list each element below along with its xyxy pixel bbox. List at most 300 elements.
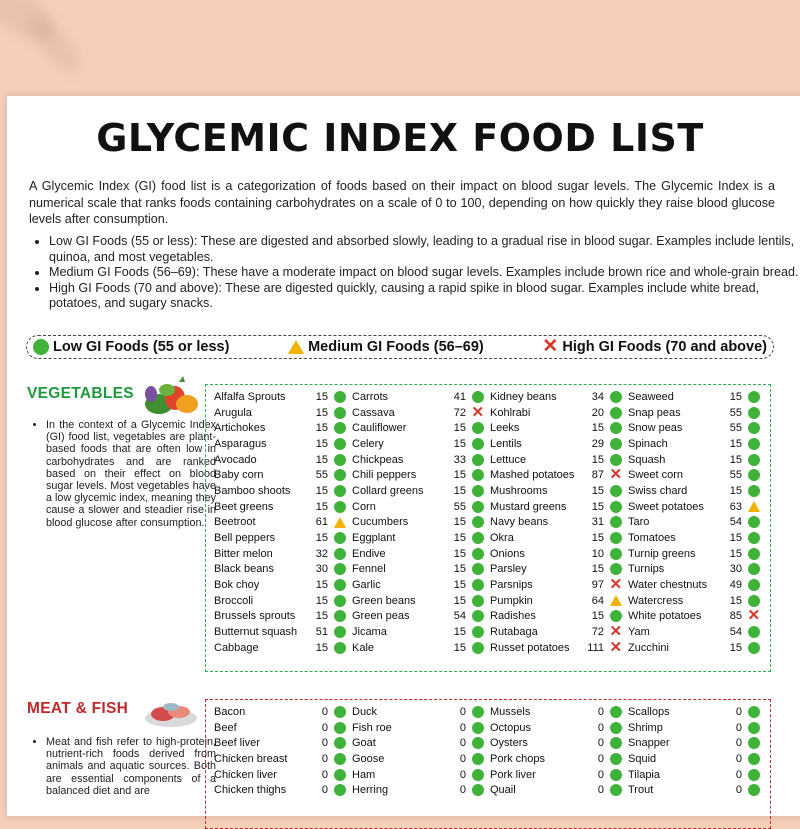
food-name: Snap peas — [628, 406, 681, 419]
bullet-low-gi: • Low GI Foods (55 or less): These are digested and absorbed slowly, leading to a gradual rise in blood sugar. Examples include lentils, quinoa, and most vegetables. — [49, 234, 799, 265]
food-row — [352, 577, 484, 593]
food-name: Beetroot — [214, 516, 256, 529]
green-circle-icon — [33, 339, 49, 355]
gi-level-marker — [471, 722, 484, 734]
gi-level-marker — [609, 576, 623, 594]
gi-level-marker — [609, 407, 622, 419]
green-circle-icon — [748, 422, 760, 434]
food-name: Beef — [214, 721, 237, 734]
food-row — [352, 640, 484, 656]
vegetables-heading: VEGETABLES — [27, 385, 134, 402]
gi-level-marker — [333, 753, 346, 765]
food-row — [490, 546, 622, 562]
gi-level-marker — [609, 595, 622, 606]
gi-value: 15 — [729, 453, 742, 466]
food-name: Water chestnuts — [628, 579, 708, 592]
bullet-medium-gi: • Medium GI Foods (56–69): These have a moderate impact on blood sugar levels. Examples include brown rice and whole-grain bread. — [49, 265, 799, 281]
food-row — [490, 562, 622, 578]
green-circle-icon — [334, 563, 346, 575]
food-row — [214, 562, 346, 578]
gi-level-marker — [747, 438, 760, 450]
food-name: Oysters — [490, 737, 528, 750]
food-name: Cabbage — [214, 641, 259, 654]
green-circle-icon — [610, 438, 622, 450]
gi-level-marker — [747, 501, 760, 512]
food-name: Lettuce — [490, 453, 527, 466]
food-name: Mushrooms — [490, 484, 548, 497]
gi-level-marker — [609, 769, 622, 781]
gi-value: 0 — [459, 721, 466, 734]
green-circle-icon — [610, 422, 622, 434]
food-row — [352, 483, 484, 499]
green-circle-icon — [748, 532, 760, 544]
gi-value: 55 — [729, 422, 742, 435]
food-name: Artichokes — [214, 422, 266, 435]
food-name: Okra — [490, 532, 514, 545]
food-name: Endive — [352, 547, 386, 560]
food-name: Broccoli — [214, 594, 254, 607]
gi-value: 15 — [591, 422, 604, 435]
gi-level-marker — [333, 563, 346, 575]
food-row — [628, 782, 760, 798]
food-row — [352, 720, 484, 736]
gi-value: 15 — [453, 437, 466, 450]
food-row — [628, 577, 760, 593]
gi-level-marker — [333, 469, 346, 481]
food-row — [490, 499, 622, 515]
gi-value: 15 — [729, 594, 742, 607]
food-row — [490, 577, 622, 593]
gi-value: 15 — [315, 641, 328, 654]
food-name: Squash — [628, 453, 666, 466]
gi-level-marker — [333, 722, 346, 734]
green-circle-icon — [748, 485, 760, 497]
food-row — [214, 467, 346, 483]
gi-value: 10 — [591, 547, 604, 560]
food-name: Duck — [352, 705, 378, 718]
gi-level-marker — [609, 485, 622, 497]
food-row — [214, 483, 346, 499]
food-name: Turnips — [628, 563, 665, 576]
food-row — [490, 436, 622, 452]
gi-value: 51 — [315, 626, 328, 639]
food-name: Parsnips — [490, 579, 533, 592]
food-name: Fish roe — [352, 721, 392, 734]
green-circle-icon — [610, 532, 622, 544]
food-row — [628, 405, 760, 421]
green-circle-icon — [472, 737, 484, 749]
gi-value: 15 — [453, 626, 466, 639]
food-name: Taro — [628, 516, 650, 529]
food-name: Chicken liver — [214, 768, 277, 781]
food-row — [628, 515, 760, 531]
gi-value: 15 — [591, 610, 604, 623]
green-circle-icon — [472, 769, 484, 781]
food-name: Turnip greens — [628, 547, 696, 560]
gi-value: 54 — [729, 626, 742, 639]
green-circle-icon — [334, 391, 346, 403]
vegetables-illustration-icon — [139, 374, 201, 418]
gi-level-marker — [333, 548, 346, 560]
green-circle-icon — [610, 454, 622, 466]
food-row — [352, 452, 484, 468]
meat-fish-table — [205, 699, 771, 829]
gi-value: 72 — [453, 406, 466, 419]
gi-value: 30 — [729, 563, 742, 576]
green-circle-icon — [472, 438, 484, 450]
green-circle-icon — [472, 532, 484, 544]
gi-level-marker — [471, 769, 484, 781]
gi-value: 33 — [453, 453, 466, 466]
food-name: Mustard greens — [490, 500, 567, 513]
food-row — [352, 562, 484, 578]
food-row — [352, 624, 484, 640]
gi-level-marker — [333, 391, 346, 403]
green-circle-icon — [334, 769, 346, 781]
gi-level-marker — [333, 610, 346, 622]
legend-medium-label: Medium GI Foods (56–69) — [308, 339, 484, 355]
gi-level-marker — [747, 737, 760, 749]
food-row — [628, 624, 760, 640]
yellow-triangle-icon — [748, 501, 760, 512]
gi-value: 0 — [321, 705, 328, 718]
food-name: Arugula — [214, 406, 252, 419]
food-name: Eggplant — [352, 532, 396, 545]
green-circle-icon — [610, 610, 622, 622]
food-row — [352, 546, 484, 562]
food-name: Green beans — [352, 594, 416, 607]
food-name: Tilapia — [628, 768, 660, 781]
food-row — [214, 436, 346, 452]
food-name: Sweet potatoes — [628, 500, 704, 513]
green-circle-icon — [334, 438, 346, 450]
gi-value: 15 — [729, 532, 742, 545]
food-row — [490, 735, 622, 751]
green-circle-icon — [334, 784, 346, 796]
green-circle-icon — [610, 391, 622, 403]
food-column — [626, 389, 764, 671]
food-name: Asparagus — [214, 437, 267, 450]
green-circle-icon — [472, 784, 484, 796]
red-x-icon: ✕ — [609, 638, 623, 656]
food-row — [490, 609, 622, 625]
food-name: Octopus — [490, 721, 531, 734]
green-circle-icon — [610, 706, 622, 718]
gi-level-marker — [333, 501, 346, 513]
gi-level-marker — [609, 722, 622, 734]
intro-paragraph: A Glycemic Index (GI) food list is a categorization of foods based on their impact on blood sugar levels. The Glycemic Index is a numerical scale that ranks foods containing carbohydrates on a scale of 0 to 100, depending on how quickly they raise blood glucose levels after consumption. — [29, 179, 775, 226]
food-row — [214, 593, 346, 609]
green-circle-icon — [610, 501, 622, 513]
gi-level-marker — [609, 737, 622, 749]
gi-value: 0 — [321, 784, 328, 797]
gi-value: 15 — [729, 484, 742, 497]
food-row — [352, 751, 484, 767]
food-name: Rutabaga — [490, 626, 538, 639]
food-row — [352, 499, 484, 515]
food-row — [214, 530, 346, 546]
gi-value: 49 — [729, 579, 742, 592]
gi-level-marker — [471, 438, 484, 450]
food-row — [628, 609, 760, 625]
gi-value: 15 — [315, 594, 328, 607]
gi-level-marker — [471, 516, 484, 528]
gi-value: 15 — [315, 610, 328, 623]
green-circle-icon — [748, 784, 760, 796]
green-circle-icon — [610, 407, 622, 419]
gi-value: 15 — [453, 516, 466, 529]
green-circle-icon — [472, 391, 484, 403]
gi-level-marker — [747, 532, 760, 544]
food-name: Cassava — [352, 406, 395, 419]
food-name: Scallops — [628, 705, 670, 718]
food-row — [628, 467, 760, 483]
food-row — [214, 499, 346, 515]
food-name: Parsley — [490, 563, 527, 576]
green-circle-icon — [472, 485, 484, 497]
gi-level-marker — [471, 548, 484, 560]
green-circle-icon — [472, 501, 484, 513]
food-row — [352, 389, 484, 405]
food-name: Herring — [352, 784, 389, 797]
gi-level-marker — [747, 722, 760, 734]
green-circle-icon — [610, 563, 622, 575]
food-column — [488, 704, 626, 828]
gi-level-marker — [747, 579, 760, 591]
green-circle-icon — [334, 595, 346, 607]
food-name: Snow peas — [628, 422, 683, 435]
food-name: Radishes — [490, 610, 536, 623]
gi-value: 0 — [735, 768, 742, 781]
green-circle-icon — [748, 706, 760, 718]
red-x-icon: ✕ — [471, 403, 485, 421]
legend-high-label: High GI Foods (70 and above) — [562, 339, 767, 355]
gi-level-marker — [609, 466, 623, 484]
food-name: Kidney beans — [490, 390, 557, 403]
gi-value: 97 — [591, 579, 604, 592]
legend-low — [33, 339, 229, 355]
gi-value: 0 — [597, 721, 604, 734]
food-name: Garlic — [352, 579, 381, 592]
gi-level-marker — [747, 548, 760, 560]
food-row — [628, 389, 760, 405]
food-row — [490, 389, 622, 405]
gi-level-marker — [471, 485, 484, 497]
gi-level-marker — [609, 532, 622, 544]
food-name: Avocado — [214, 453, 257, 466]
food-name: Squid — [628, 752, 657, 765]
gi-level-marker — [747, 469, 760, 481]
food-row — [214, 640, 346, 656]
gi-value: 15 — [453, 594, 466, 607]
gi-value: 15 — [729, 437, 742, 450]
food-name: Celery — [352, 437, 384, 450]
green-circle-icon — [610, 753, 622, 765]
gi-value: 64 — [591, 594, 604, 607]
gi-level-marker — [471, 563, 484, 575]
green-circle-icon — [472, 579, 484, 591]
gi-value: 0 — [597, 784, 604, 797]
gi-level-marker — [471, 784, 484, 796]
food-name: Ham — [352, 768, 376, 781]
gi-level-marker — [333, 769, 346, 781]
gi-level-marker — [609, 638, 623, 656]
gi-level-marker — [609, 706, 622, 718]
food-name: Mashed potatoes — [490, 469, 575, 482]
food-row — [628, 530, 760, 546]
gi-value: 61 — [315, 516, 328, 529]
green-circle-icon — [472, 595, 484, 607]
gi-value: 15 — [453, 563, 466, 576]
gi-level-marker — [747, 563, 760, 575]
gi-level-marker — [747, 607, 761, 625]
green-circle-icon — [748, 391, 760, 403]
gi-level-marker — [609, 753, 622, 765]
food-name: Pumpkin — [490, 594, 533, 607]
food-name: Seaweed — [628, 390, 674, 403]
food-row — [352, 593, 484, 609]
food-name: Pork liver — [490, 768, 536, 781]
gi-level-marker — [471, 403, 485, 421]
gi-value: 15 — [591, 484, 604, 497]
food-name: Black beans — [214, 563, 274, 576]
green-circle-icon — [610, 516, 622, 528]
food-column — [212, 704, 350, 828]
green-circle-icon — [334, 422, 346, 434]
bullet-high-gi: • High GI Foods (70 and above): These are digested quickly, causing a rapid spike in blood sugar. Examples include white bread, potatoes, and sugary snacks. — [49, 281, 799, 312]
food-row — [490, 767, 622, 783]
gi-level-marker — [471, 610, 484, 622]
green-circle-icon — [334, 407, 346, 419]
gi-level-marker — [471, 469, 484, 481]
legend-low-label: Low GI Foods (55 or less) — [53, 339, 230, 355]
gi-value: 0 — [735, 705, 742, 718]
gi-level-marker — [609, 391, 622, 403]
food-row — [628, 452, 760, 468]
gi-value: 72 — [591, 626, 604, 639]
food-name: Butternut squash — [214, 626, 298, 639]
green-circle-icon — [610, 722, 622, 734]
food-name: Bell peppers — [214, 532, 276, 545]
gi-level-marker — [471, 753, 484, 765]
gi-level-marker — [333, 407, 346, 419]
food-row — [214, 577, 346, 593]
food-row — [628, 767, 760, 783]
food-name: Tomatoes — [628, 532, 676, 545]
food-row — [214, 782, 346, 798]
gi-level-marker — [333, 706, 346, 718]
gi-level-marker — [333, 454, 346, 466]
food-name: Fennel — [352, 563, 386, 576]
gi-value: 0 — [321, 752, 328, 765]
food-name: Chili peppers — [352, 469, 417, 482]
gi-level-marker — [333, 438, 346, 450]
food-name: Collard greens — [352, 484, 424, 497]
food-row — [490, 624, 622, 640]
gi-value: 31 — [591, 516, 604, 529]
red-x-icon: ✕ — [609, 576, 623, 594]
gi-level-marker — [609, 563, 622, 575]
food-row — [214, 389, 346, 405]
green-circle-icon — [748, 563, 760, 575]
gi-value: 0 — [459, 737, 466, 750]
gi-level-marker — [333, 485, 346, 497]
green-circle-icon — [472, 610, 484, 622]
green-circle-icon — [610, 784, 622, 796]
gi-value: 0 — [597, 752, 604, 765]
green-circle-icon — [748, 722, 760, 734]
green-circle-icon — [748, 626, 760, 638]
food-name: Shrimp — [628, 721, 663, 734]
gi-level-marker — [609, 623, 623, 641]
gi-level-marker — [747, 642, 760, 654]
gi-level-marker — [333, 517, 346, 528]
yellow-triangle-icon — [334, 517, 346, 528]
green-circle-icon — [472, 454, 484, 466]
food-name: Leeks — [490, 422, 520, 435]
green-circle-icon — [472, 626, 484, 638]
gi-value: 63 — [729, 500, 742, 513]
green-circle-icon — [610, 769, 622, 781]
gi-level-marker — [471, 706, 484, 718]
green-circle-icon — [748, 548, 760, 560]
green-circle-icon — [472, 722, 484, 734]
gi-value: 41 — [453, 390, 466, 403]
meat-fish-illustration-icon — [141, 694, 201, 730]
food-name: Snapper — [628, 737, 670, 750]
legend-medium — [288, 339, 484, 355]
meat-fish-heading: MEAT & FISH — [27, 700, 129, 717]
gi-level-marker — [747, 626, 760, 638]
food-name: Yam — [628, 626, 650, 639]
food-name: Cauliflower — [352, 422, 407, 435]
gi-value: 15 — [315, 453, 328, 466]
food-name: Zucchini — [628, 641, 669, 654]
green-circle-icon — [748, 642, 760, 654]
green-circle-icon — [334, 454, 346, 466]
food-name: Pork chops — [490, 752, 546, 765]
food-row — [490, 452, 622, 468]
gi-level-marker — [471, 626, 484, 638]
gi-value: 0 — [735, 784, 742, 797]
food-row — [352, 467, 484, 483]
green-circle-icon — [748, 516, 760, 528]
gi-level-marker — [609, 501, 622, 513]
gi-value: 0 — [597, 705, 604, 718]
green-circle-icon — [610, 737, 622, 749]
food-row — [490, 530, 622, 546]
food-row — [214, 420, 346, 436]
food-column — [350, 389, 488, 671]
document-page — [7, 96, 800, 816]
food-name: Green peas — [352, 610, 410, 623]
red-x-icon: ✕ — [747, 607, 761, 625]
legend-high — [542, 336, 767, 357]
food-column — [488, 389, 626, 671]
green-circle-icon — [334, 485, 346, 497]
gi-value: 15 — [453, 532, 466, 545]
green-circle-icon — [748, 579, 760, 591]
gi-value: 55 — [315, 469, 328, 482]
food-row — [490, 782, 622, 798]
gi-value: 15 — [315, 406, 328, 419]
gi-level-marker — [333, 532, 346, 544]
gi-level-marker — [747, 485, 760, 497]
gi-level-marker — [333, 422, 346, 434]
gi-category-list — [29, 234, 799, 312]
food-row — [490, 720, 622, 736]
green-circle-icon — [334, 642, 346, 654]
